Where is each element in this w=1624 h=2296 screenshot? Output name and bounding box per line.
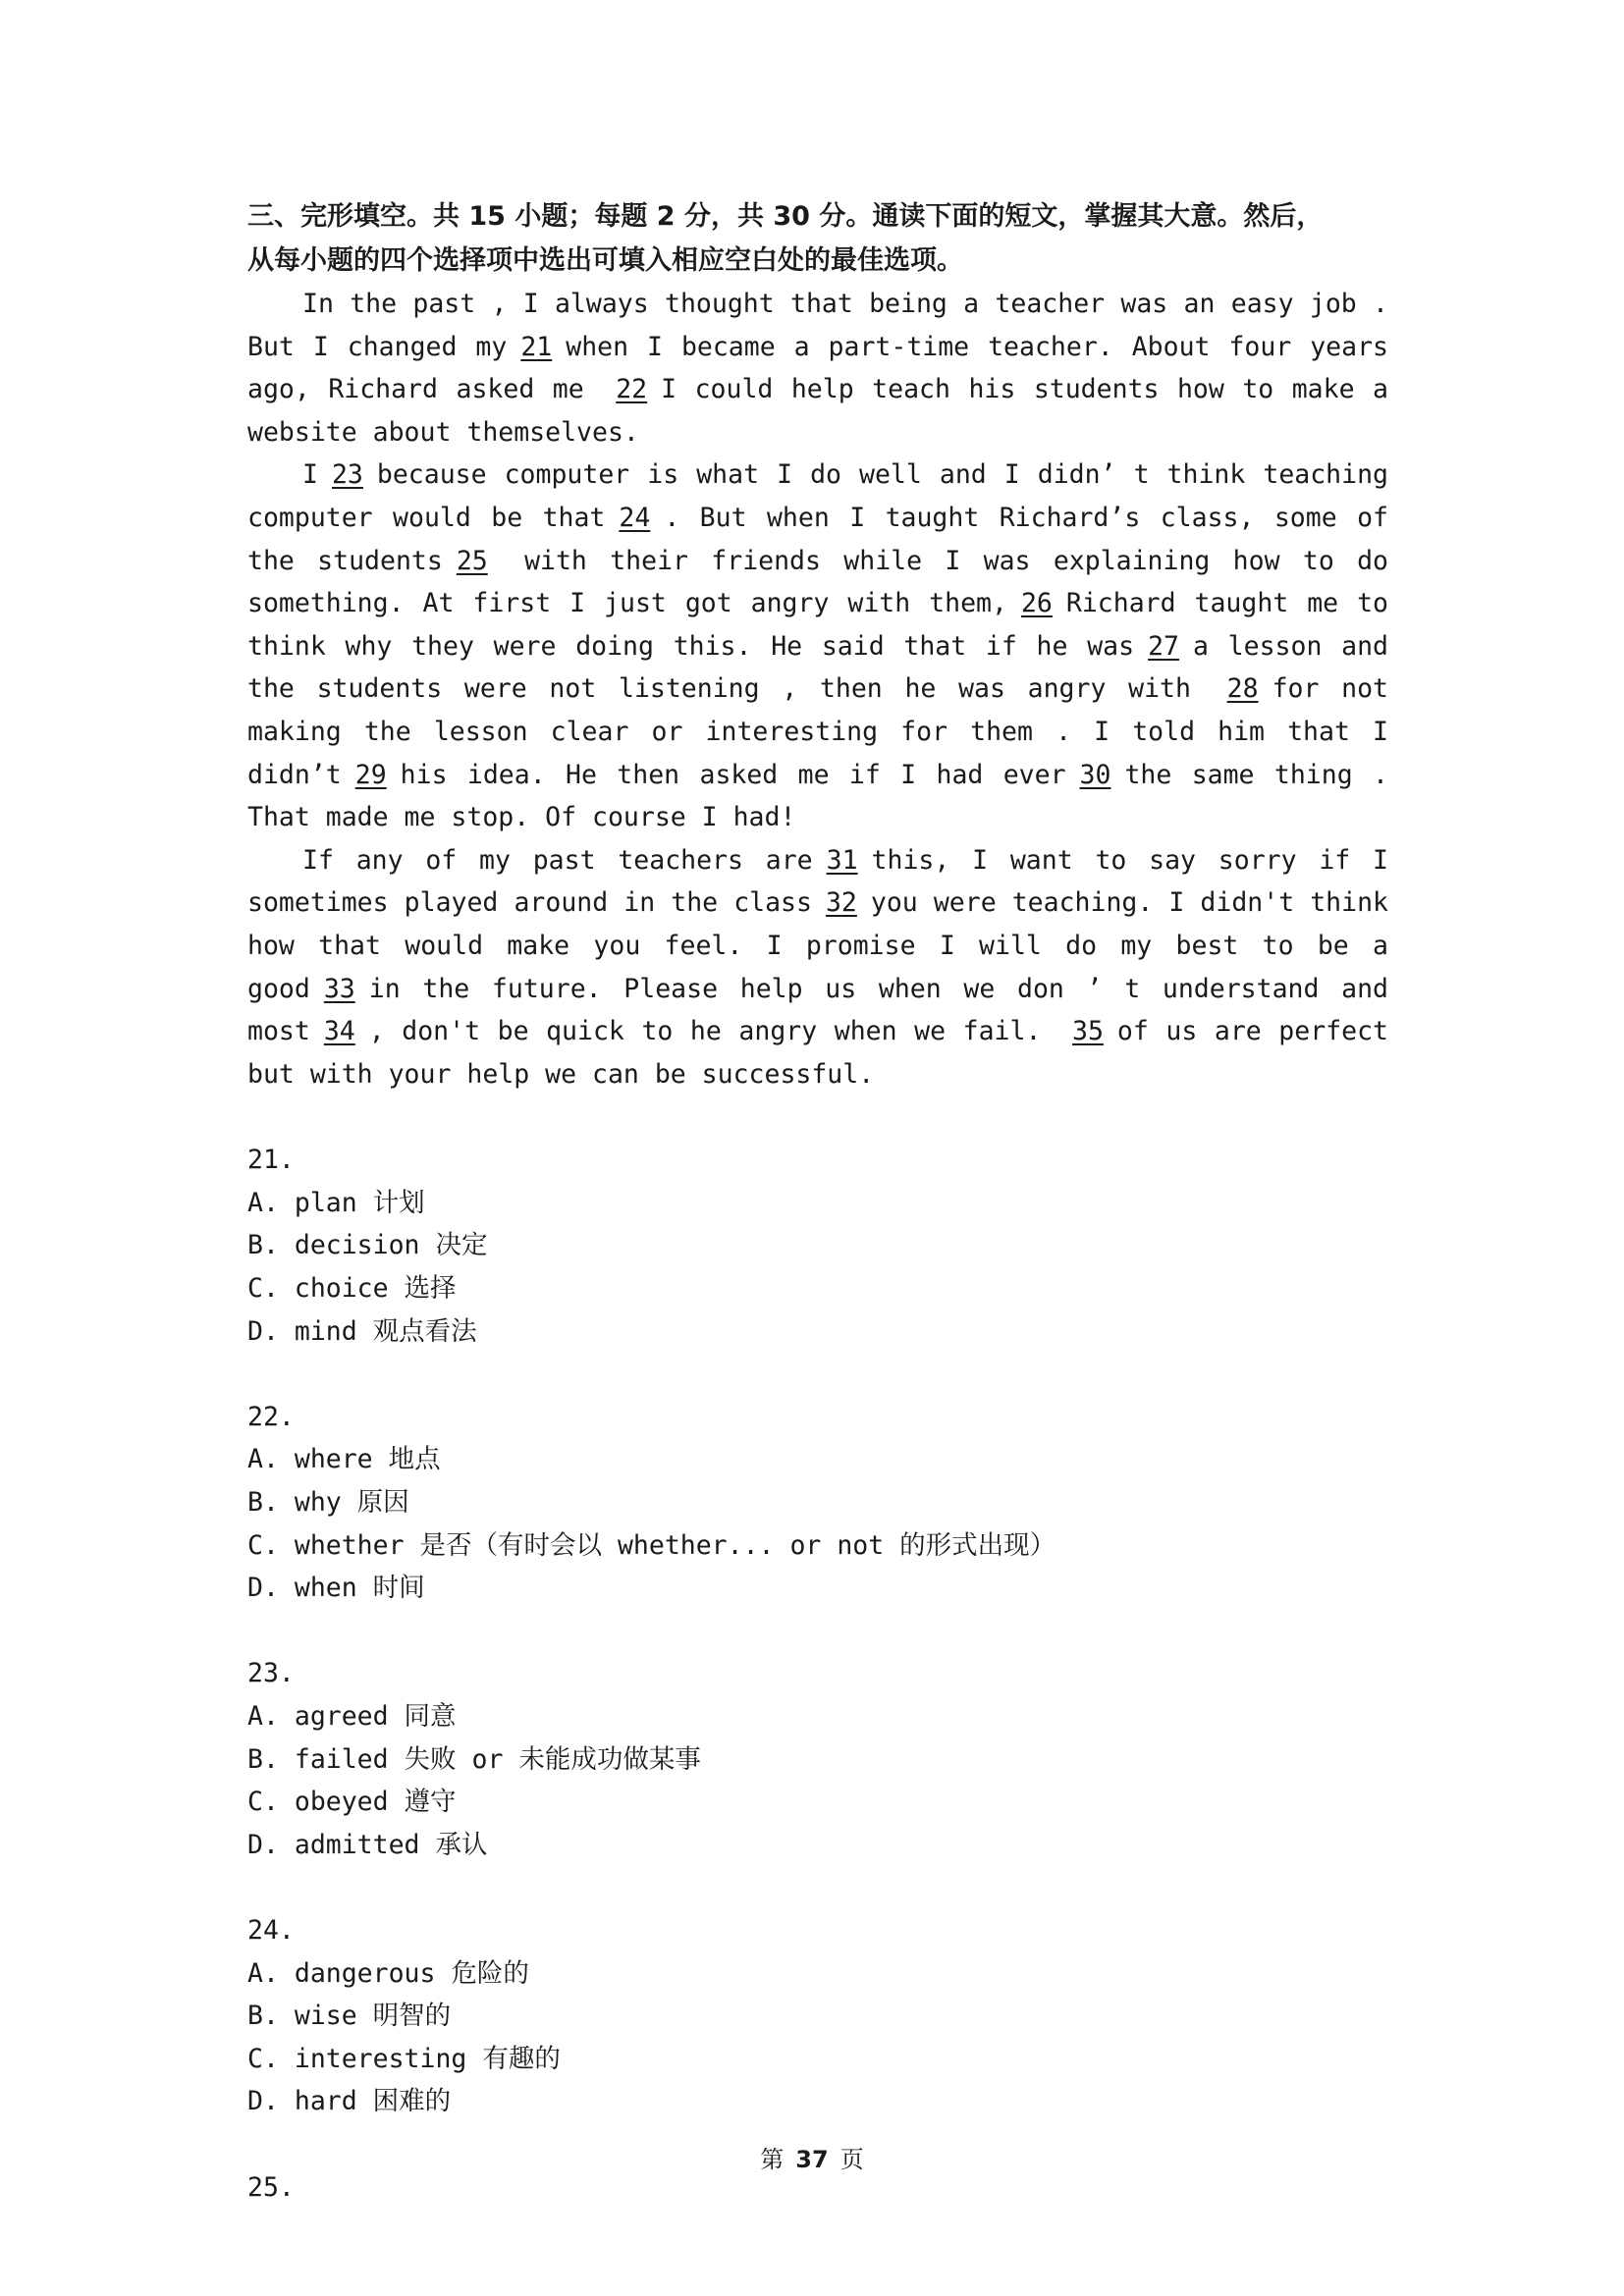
section-heading [247,194,1388,283]
question-list [247,1139,1388,2209]
blank-31 [813,845,872,876]
passage-text: because computer is what I do well and I didn’ t think teaching computer would be that [247,459,1388,533]
question-number: 22. [247,1401,295,1432]
question-option: C. interesting 有趣的 [247,2043,561,2074]
question-item [247,1396,1388,1610]
blank-33 [310,974,369,1004]
passage-text: the same thing . That made me stop. Of course I had! [247,759,1388,833]
passage-text: I [302,459,318,491]
question-option: A. plan 计划 [247,1187,425,1218]
blank-number: 34 [323,1016,355,1047]
question-option: A. agreed 同意 [247,1701,457,1732]
blank-32 [812,887,871,918]
question-option: D. hard 困难的 [247,2086,452,2117]
passage-paragraph-3 [247,839,1388,1096]
passage-text: a lesson and the students were not listening , then he was angry with [247,630,1388,705]
blank-number: 35 [1071,1016,1104,1047]
blank-25 [443,546,502,576]
passage-text: with their friends while I was explaining how to do something. At first I just got angry with them, [247,545,1388,619]
blank-number: 24 [619,502,651,533]
blank-number: 23 [331,459,363,491]
blank-number: 28 [1226,673,1259,705]
question-option: B. why 原因 [247,1487,409,1519]
question-option: B. decision 决定 [247,1230,488,1261]
blank-number: 26 [1020,588,1053,619]
page-content [247,194,1388,2252]
blank-22 [602,374,661,404]
passage-paragraph-2 [247,454,1388,838]
passage-text: you were teaching. I didn't think how that would make you feel. I promise I will do my best to be a good [247,887,1388,1004]
footer-prefix: 第 [760,2146,785,2173]
page-footer [0,2140,1624,2174]
question-number: 23. [247,1658,295,1689]
question-number: 21. [247,1145,295,1176]
question-option: C. choice 选择 [247,1273,457,1305]
question-option: D. admitted 承认 [247,1829,488,1860]
heading-line-2: 从每小题的四个选择项中选出可填入相应空白处的最佳选项。 [247,245,963,276]
question-item [247,1909,1388,2123]
question-item [247,1652,1388,1866]
passage-text: In the past , I always thought that being a teacher was an easy job . But I changed my [247,289,1388,362]
question-option: C. obeyed 遵守 [247,1787,457,1818]
blank-30 [1066,760,1125,790]
question-option: A. where 地点 [247,1444,441,1475]
passage-text: , don't be quick to he angry when we fail. [368,1016,1058,1047]
question-option: D. when 时间 [247,1573,425,1604]
blank-number: 29 [354,759,387,790]
passage-paragraph-1 [247,283,1388,454]
passage-text: Richard taught me to think why they were doing this. He said that if he was [247,588,1388,662]
passage-text: for not making the lesson clear or interesting for them . I told him that I didn’t [247,673,1388,790]
blank-28 [1214,673,1272,704]
blank-number: 22 [616,374,648,405]
passage-text: If any of my past teachers are [302,844,813,876]
blank-number: 30 [1079,759,1111,790]
passage-text: . But when I taught Richard’s class, some of the students [247,502,1388,576]
question-option: A. dangerous 危险的 [247,1957,529,1989]
question-option: D. mind 观点看法 [247,1315,477,1347]
page-number: 37 [795,2146,829,2173]
heading-line-1: 三、完形填空。共 15 小题；每题 2 分，共 30 分。通读下面的短文，掌握其大意。然后， [247,201,1324,232]
passage-text: I could help teach his students how to make a website about themselves. [247,374,1389,448]
question-item [247,1139,1388,1353]
blank-24 [605,503,664,533]
blank-number: 31 [826,844,858,876]
question-number: 24. [247,1914,295,1946]
question-option: B. failed 失败 or 未能成功做某事 [247,1743,701,1775]
blank-number: 32 [825,887,857,919]
blank-23 [318,459,377,490]
blank-21 [507,332,566,362]
question-number: 25. [247,2171,295,2203]
blank-34 [310,1016,369,1046]
passage-text: this, I want to say sorry if I sometimes played around in the class [247,844,1388,919]
blank-29 [342,760,401,790]
blank-number: 27 [1148,630,1179,662]
question-option: C. whether 是否（有时会以 whether... or not 的形式出现） [247,1529,1056,1561]
passage-text: when I became a part-time teacher. About four years ago, Richard asked me [247,331,1388,405]
question-option: B. wise 明智的 [247,2001,452,2032]
blank-number: 33 [323,973,355,1004]
blank-35 [1058,1016,1117,1046]
blank-27 [1134,631,1193,662]
blank-number: 21 [520,331,553,362]
passage-text: of us are perfect but with your help we can be successful. [247,1016,1388,1090]
blank-number: 25 [456,545,488,576]
blank-26 [1007,588,1066,618]
footer-suffix: 页 [839,2146,864,2173]
passage-text: in the future. Please help us when we don ’ t understand and most [247,973,1388,1047]
passage-text: his idea. He then asked me if I had ever [400,759,1066,790]
